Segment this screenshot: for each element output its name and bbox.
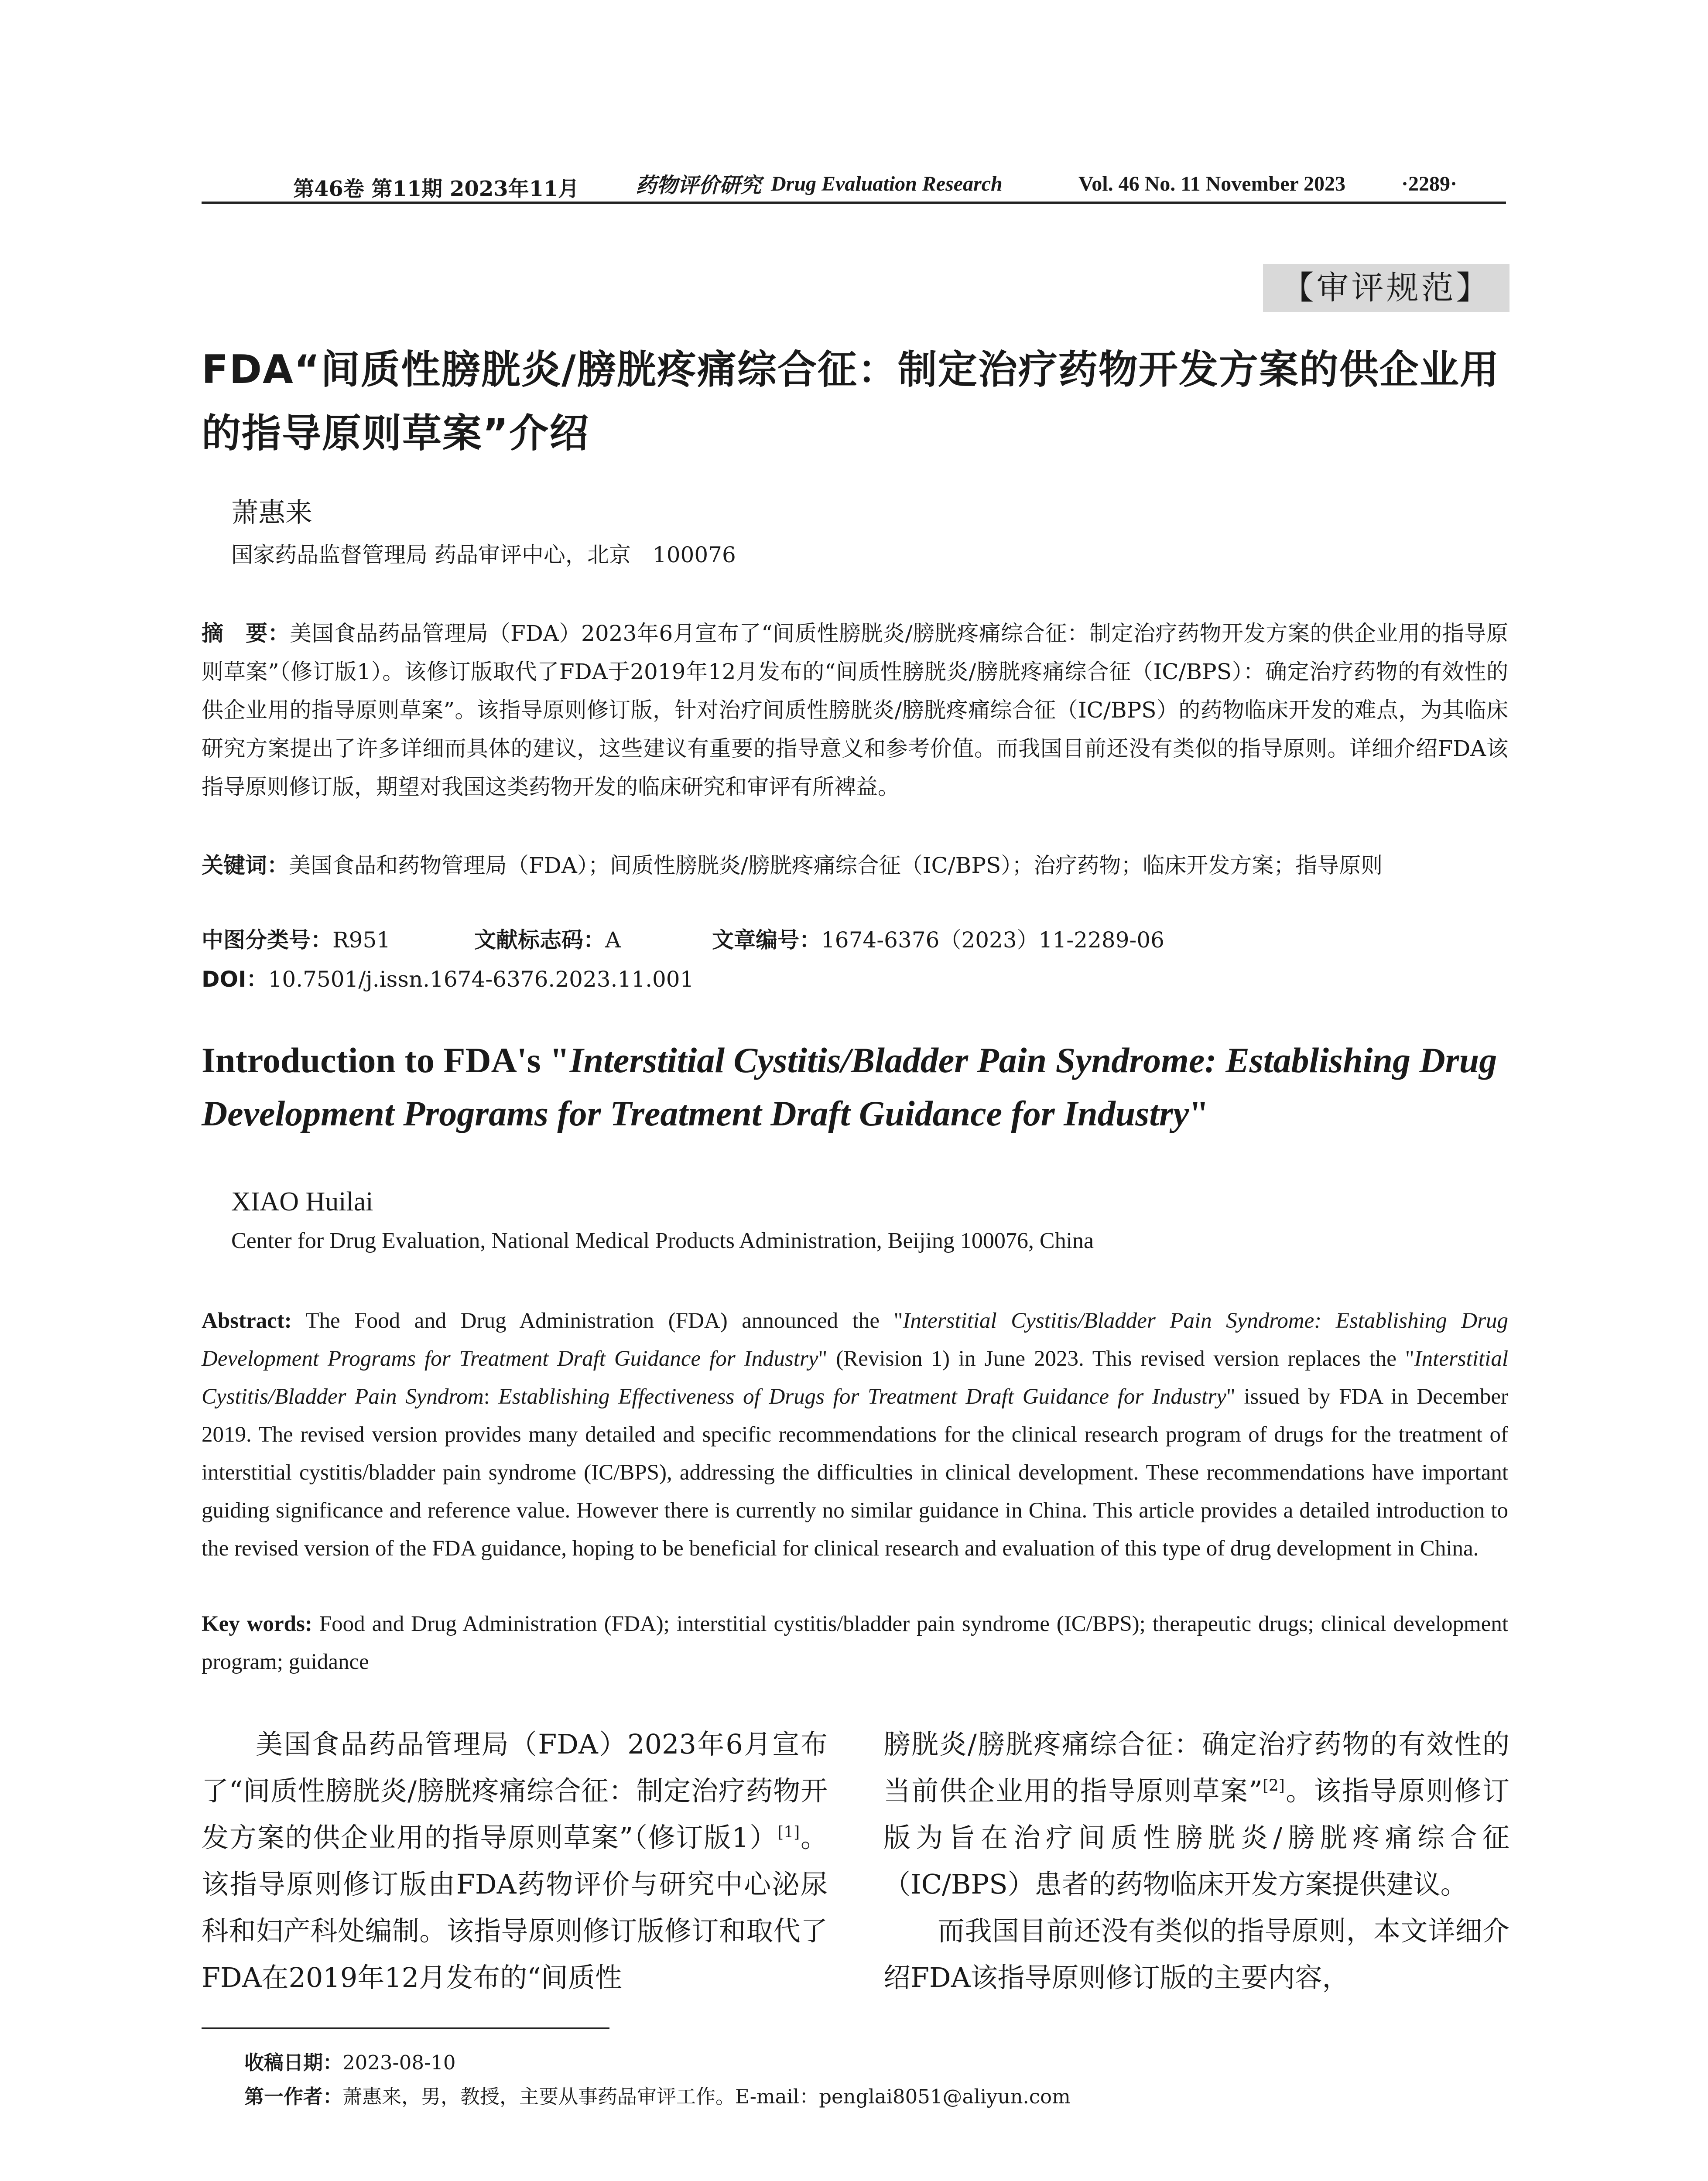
clc-value: R951 bbox=[332, 927, 391, 953]
abstract-cn bbox=[202, 614, 1508, 806]
keywords-cn-label: 关键词： bbox=[202, 853, 289, 878]
article-no-label: 文章编号： bbox=[712, 927, 821, 953]
body-paragraph bbox=[883, 1721, 1509, 1908]
body-column-right bbox=[883, 1721, 1509, 2001]
body-column-left bbox=[202, 1721, 828, 2001]
title-en-italic: Interstitial Cystitis/Bladder Pain Syndrome: Establishing Drug Development Programs for Treatment Draft Guidance for Industry bbox=[202, 1040, 1497, 1133]
title-en-prefix: Introduction to FDA's " bbox=[202, 1040, 570, 1080]
doc-code-value: A bbox=[605, 927, 621, 953]
body-text: 。该指导原则修订版由FDA药物评价与研究中心泌尿科和妇产科处编制。该指导原则修订版修订和取代了FDA在2019年12月发布的“间质性 bbox=[202, 1822, 828, 1993]
footnotes bbox=[244, 2046, 1071, 2114]
header-issue-cn: 第46卷 第11期 2023年11月 bbox=[293, 177, 579, 201]
clc-number bbox=[202, 923, 390, 954]
abstract-en-part4: " issued by FDA in December 2019. The revised version provides many detailed and specific recommendations for the clinical research program of drugs for the treatment of interstitial cystitis/bladder pain syndrome (IC/BPS), addressing the difficulties in clinical development. These recommendations have important guiding significance and reference value. However there is currently no similar guidance in China. This article provides a detailed introduction to the revised version of the FDA guidance, hoping to be beneficial for clinical research and evaluation of this type of drug development in China. bbox=[202, 1384, 1508, 1561]
received-value: 2023-08-10 bbox=[342, 2051, 456, 2074]
affiliation-cn: 国家药品监督管理局 药品审评中心，北京 100076 bbox=[231, 542, 736, 567]
document-code bbox=[474, 923, 621, 954]
abstract-en-part2: " (Revision 1) in June 2023. This revised version replaces the " bbox=[818, 1347, 1414, 1371]
body-paragraph: 而我国目前还没有类似的指导原则，本文详细介绍FDA该指导原则修订版的主要内容， bbox=[883, 1915, 1509, 1993]
received-date bbox=[244, 2046, 1071, 2080]
doi-line bbox=[202, 962, 694, 993]
header-issue-en: Vol. 46 No. 11 November 2023 bbox=[1078, 172, 1345, 195]
title-en-suffix: " bbox=[1189, 1094, 1209, 1133]
abstract-en-italic3: Establishing Effectiveness of Drugs for Treatment Draft Guidance for Industry bbox=[498, 1384, 1226, 1409]
abstract-en-part1: The Food and Drug Administration (FDA) announced the " bbox=[291, 1309, 903, 1333]
abstract-en-label: Abstract: bbox=[202, 1309, 292, 1333]
title-cn: FDA“间质性膀胱炎/膀胱疼痛综合征：制定治疗药物开发方案的供企业用的指导原则草案”介绍 bbox=[202, 347, 1500, 456]
clc-label: 中图分类号： bbox=[202, 927, 332, 953]
abstract-cn-text: 美国食品药品管理局（FDA）2023年6月宣布了“间质性膀胱炎/膀胱疼痛综合征：制定治疗药物开发方案的供企业用的指导原则草案”（修订版1）。该修订版取代了FDA于2019年12月发布的“间质性膀胱炎/膀胱疼痛综合征（IC/BPS）：确定治疗药物的有效性的供企业用的指导原则草案”。该指导原则修订版，针对治疗间质性膀胱炎/膀胱疼痛综合征（IC/BPS）的药物临床开发的难点，为其临床研究方案提出了许多详细而具体的建议，这些建议有重要的指导意义和参考价值。而我国目前还没有类似的指导原则。详细介绍FDA该指导原则修订版，期望对我国这类药物开发的临床研究和审评有所裨益。 bbox=[202, 621, 1508, 800]
body-paragraph bbox=[202, 1721, 828, 2001]
footnote-rule bbox=[202, 2027, 609, 2029]
classification-line bbox=[202, 923, 1508, 957]
title-en bbox=[202, 1034, 1510, 1140]
running-header bbox=[202, 168, 1510, 199]
keywords-cn bbox=[202, 846, 1508, 885]
abstract-cn-label: 摘 要： bbox=[202, 621, 290, 646]
abstract-en-part3: : bbox=[483, 1384, 499, 1409]
header-rule bbox=[202, 202, 1506, 204]
body-text: 。该指导原则修订版为旨在治疗间质性膀胱炎/膀胱疼痛综合征（IC/BPS）患者的药物临床开发方案提供建议。 bbox=[883, 1775, 1509, 1900]
abstract-en-italic2: Interstitial Cystitis/Bladder Pain Syndrom bbox=[202, 1347, 1508, 1409]
section-tag: 【审评规范】 bbox=[1263, 264, 1509, 312]
article-number bbox=[712, 923, 1164, 954]
first-author-text: 萧惠来，男，教授，主要从事药品审评工作。E-mail：penglai8051@aliyun.com bbox=[342, 2085, 1071, 2108]
header-journal-en: Drug Evaluation Research bbox=[771, 172, 1003, 195]
journal-logo: 药物评价研究 bbox=[636, 173, 762, 198]
keywords-en bbox=[202, 1605, 1508, 1681]
body-text: 美国食品药品管理局（FDA）2023年6月宣布了“间质性膀胱炎/膀胱疼痛综合征：制定治疗药物开发方案的供企业用的指导原则草案”（修订版1） bbox=[202, 1728, 828, 1853]
author-en: XIAO Huilai bbox=[231, 1187, 373, 1217]
affiliation-en: Center for Drug Evaluation, National Medical Products Administration, Beijing 100076, China bbox=[231, 1228, 1094, 1253]
header-page-number: ·2289· bbox=[1401, 172, 1458, 195]
doi-label: DOI： bbox=[202, 967, 268, 992]
doc-code-label: 文献标志码： bbox=[474, 927, 605, 953]
article-no-value: 1674-6376（2023）11-2289-06 bbox=[821, 927, 1164, 953]
keywords-en-label: Key words: bbox=[202, 1612, 312, 1636]
keywords-en-text: Food and Drug Administration (FDA); interstitial cystitis/bladder pain syndrome (IC/BPS); therapeutic drugs; clinical development program; guidance bbox=[202, 1612, 1509, 1674]
author-cn: 萧惠来 bbox=[231, 496, 313, 528]
citation-ref-2[interactable]: [2] bbox=[1262, 1777, 1285, 1795]
keywords-cn-text: 美国食品和药物管理局（FDA）；间质性膀胱炎/膀胱疼痛综合征（IC/BPS）；治疗药物；临床开发方案；指导原则 bbox=[289, 853, 1383, 878]
abstract-en bbox=[202, 1302, 1508, 1568]
body-text: 膀胱炎/膀胱疼痛综合征：确定治疗药物的有效性的当前供企业用的指导原则草案” bbox=[883, 1728, 1509, 1807]
first-author-note bbox=[244, 2080, 1071, 2114]
citation-ref-1[interactable]: [1] bbox=[777, 1823, 800, 1842]
doi-value[interactable]: 10.7501/j.issn.1674-6376.2023.11.001 bbox=[268, 967, 694, 992]
received-label: 收稿日期： bbox=[244, 2051, 343, 2074]
abstract-en-italic1: Interstitial Cystitis/Bladder Pain Syndrome: Establishing Drug Development Programs for Treatment Draft Guidance for Industry bbox=[202, 1309, 1508, 1371]
first-author-label: 第一作者： bbox=[244, 2085, 343, 2108]
